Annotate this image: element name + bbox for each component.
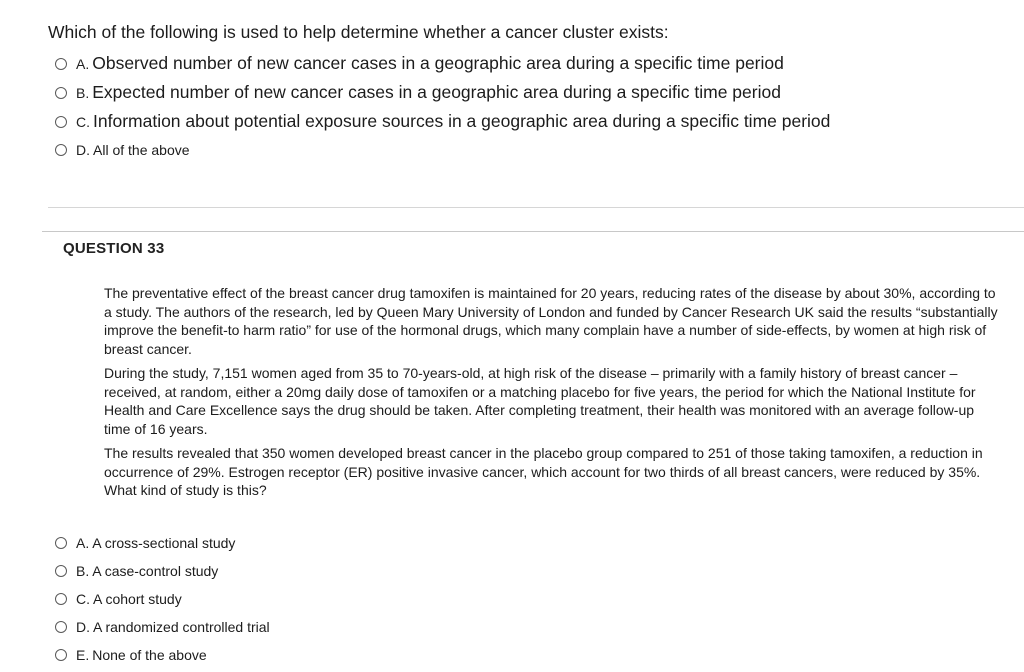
question-prompt: Which of the following is used to help determine whether a cancer cluster exists: bbox=[48, 22, 669, 42]
passage-paragraph: The results revealed that 350 women developed breast cancer in the placebo group compared to 251 of those taking tamoxifen, a reduction in occurrence of 29%. Estrogen receptor (ER) positive invasive cancer, which account for two thirds of all breast cancers, were reduced by 35%. What kind of study is this? bbox=[104, 445, 983, 498]
option-text: A case-control study bbox=[92, 563, 219, 579]
option-text: Observed number of new cancer cases in a geographic area during a specific time period bbox=[92, 53, 784, 73]
radio-button[interactable] bbox=[55, 593, 67, 605]
radio-button[interactable] bbox=[55, 144, 67, 156]
option-text: Expected number of new cancer cases in a geographic area during a specific time period bbox=[92, 82, 781, 102]
option-letter: E. bbox=[76, 647, 90, 663]
passage-paragraph: During the study, 7,151 women aged from 35 to 70-years-old, at high risk of the disease – primarily with a family history of breast cancer – received, at random, either a 20mg daily dose of tamoxifen or a matching placebo for five years, the period for which the National Institute for Health and Care Excellence says the drug should be taken. After completing treatment, their health was monitored with an average follow-up time of 16 years. bbox=[104, 365, 976, 437]
divider bbox=[48, 207, 1024, 208]
option-text: A cohort study bbox=[93, 591, 182, 607]
option-c[interactable] bbox=[55, 111, 830, 132]
option-text: All of the above bbox=[93, 142, 190, 158]
option-text: A randomized controlled trial bbox=[93, 619, 270, 635]
option-letter: C. bbox=[76, 113, 90, 130]
radio-button[interactable] bbox=[55, 621, 67, 633]
option-text: None of the above bbox=[92, 647, 207, 663]
option-a[interactable] bbox=[55, 53, 784, 74]
question-passage bbox=[104, 284, 1004, 506]
option-e[interactable] bbox=[55, 647, 207, 663]
option-letter: A. bbox=[76, 55, 90, 72]
option-letter: D. bbox=[76, 619, 90, 635]
option-a[interactable] bbox=[55, 535, 235, 551]
option-letter: B. bbox=[76, 84, 90, 101]
option-d[interactable] bbox=[55, 142, 190, 158]
option-b[interactable] bbox=[55, 82, 781, 103]
option-letter: B. bbox=[76, 563, 90, 579]
radio-button[interactable] bbox=[55, 116, 67, 128]
radio-button[interactable] bbox=[55, 649, 67, 661]
option-b[interactable] bbox=[55, 563, 218, 579]
option-letter: D. bbox=[76, 142, 90, 158]
question-header: QUESTION 33 bbox=[63, 240, 165, 257]
radio-button[interactable] bbox=[55, 565, 67, 577]
option-letter: C. bbox=[76, 591, 90, 607]
option-text: Information about potential exposure sources in a geographic area during a specific time period bbox=[93, 111, 831, 131]
passage-paragraph: The preventative effect of the breast cancer drug tamoxifen is maintained for 20 years, reducing rates of the disease by about 30%, according to a study. The authors of the research, led by Queen Mary University of London and funded by Cancer Research UK said the results “substantially improve the benefit-to harm ratio” for use of the hormonal drugs, which many complain have a number of side-effects, by women at high risk of breast cancer. bbox=[104, 285, 998, 357]
option-c[interactable] bbox=[55, 591, 182, 607]
section-separator bbox=[42, 231, 1024, 232]
radio-button[interactable] bbox=[55, 87, 67, 99]
option-d[interactable] bbox=[55, 619, 270, 635]
radio-button[interactable] bbox=[55, 58, 67, 70]
option-text: A cross-sectional study bbox=[92, 535, 236, 551]
option-letter: A. bbox=[76, 535, 90, 551]
radio-button[interactable] bbox=[55, 537, 67, 549]
